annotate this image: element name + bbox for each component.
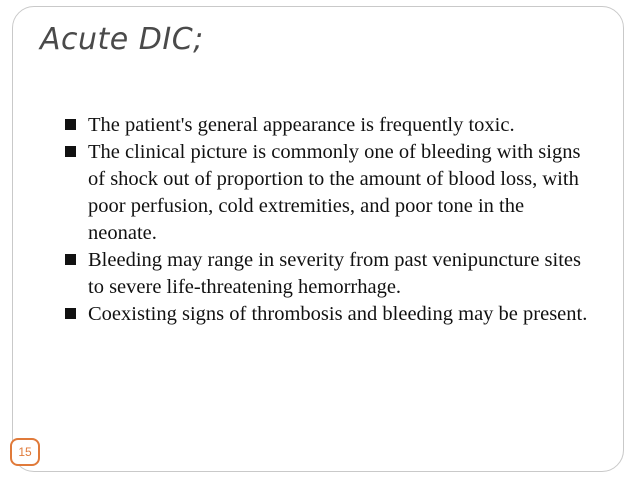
bullet-text: Coexisting signs of thrombosis and bleeding may be present.	[88, 303, 588, 325]
square-bullet-icon	[65, 308, 76, 319]
bullet-item	[62, 247, 592, 301]
bullet-item	[62, 301, 592, 328]
slide-title: Acute DIC;	[40, 22, 204, 57]
bullet-text: The clinical picture is commonly one of bleeding with signs of shock out of proportion to the amount of blood loss, with poor perfusion, cold extremities, and poor tone in the neonate.	[88, 141, 581, 244]
square-bullet-icon	[65, 146, 76, 157]
bullet-list	[62, 112, 592, 328]
bullet-item	[62, 139, 592, 247]
bullet-text: The patient's general appearance is frequently toxic.	[88, 114, 515, 136]
bullet-text: Bleeding may range in severity from past venipuncture sites to severe life-threatening hemorrhage.	[88, 249, 582, 298]
square-bullet-icon	[65, 254, 76, 265]
page-number-badge: 15	[10, 438, 40, 466]
square-bullet-icon	[65, 119, 76, 130]
bullet-item	[62, 112, 592, 139]
